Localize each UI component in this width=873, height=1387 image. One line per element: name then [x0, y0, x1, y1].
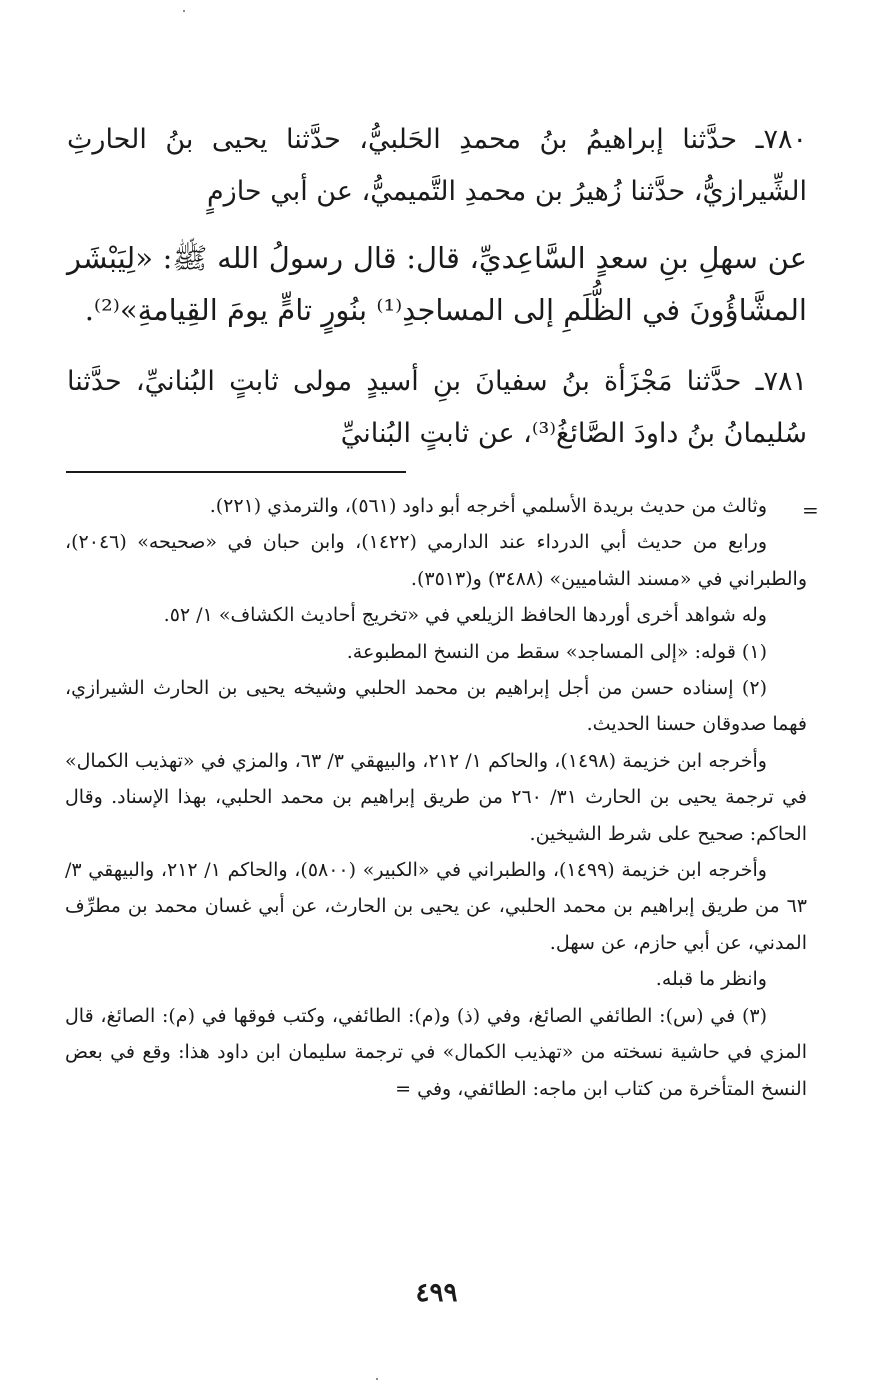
footnote-2: (٢) إسناده حسن من أجل إبراهيم بن محمد الحلبي وشيخه يحيى بن الحارث الشيرازي، فهما صدوقان حسنا الحديث. [65, 677, 807, 736]
hadith-781-chain-text: ٧٨١ـ حدَّثنا مَجْزَأة بنُ سفيانَ بنِ أسيدٍ مولى ثابتٍ البُنانيِّ، حدَّثنا سُليمانُ بنُ داودَ الصَّائغُ⁽³⁾، عن ثابتٍ البُنانيِّ [67, 366, 807, 449]
footnote-paragraph: وانظر ما قبله. [655, 968, 767, 991]
footnote-paragraph: وأخرجه ابن خزيمة (١٤٩٨)، والحاكم ١/ ٢١٢، والبيهقي ٣/ ٦٣، والمزي في «تهذيب الكمال» في ترجمة يحيى بن الحارث ٣١/ ٢٦٠ من طريق إبراهيم بن محمد الحلبي، بهذا الإسناد. وقال الحاكم: صحيح على شرط الشيخين. [65, 749, 807, 845]
hadith-780-isnad [67, 114, 807, 218]
hadith-780-chain-text: ٧٨٠ـ حدَّثنا إبراهيمُ بنُ محمدِ الحَلبيُّ، حدَّثنا يحيى بنُ الحارثِ الشِّيرازيُّ، حدَّثنا زُهيرُ بن محمدِ التَّميميُّ، عن أبي حازمٍ [67, 124, 807, 207]
hadith-780-body-text: عن سهلِ بنِ سعدٍ السَّاعِديِّ، قال: قال رسولُ الله ﷺ: «لِيَبْشَر المشَّاؤُونَ في الظُّلَمِ إلى المساجدِ⁽¹⁾ بنُورٍ تامٍّ يومَ القِيامةِ»⁽²⁾. [67, 241, 807, 327]
scan-speck [376, 1378, 378, 1380]
footnote-continuation-mark: = [802, 498, 819, 522]
footnote-3: (٣) في (س): الطائفي الصائغ، وفي (ذ) و(م): الطائفي، وكتب فوقها في (م): الصائغ، قال المزي في حاشية نسخته من «تهذيب الكمال» في ترجمة سليمان ابن داود هذا: وقع في بعض النسخ المتأخرة من كتاب ابن ماجه: الطائفي، وفي = [65, 1004, 807, 1100]
hadith-780-matn [67, 232, 807, 336]
footnote-paragraph: وثالث من حديث بريدة الأسلمي أخرجه أبو داود (٥٦١)، والترمذي (٢٢١). [209, 495, 767, 517]
footnotes-section [65, 488, 807, 1107]
footnote-1: (١) قوله: «إلى المساجد» سقط من النسخ المطبوعة. [346, 640, 767, 663]
footnote-paragraph: ورابع من حديث أبي الدرداء عند الدارمي (١٤٢٢)، وابن حبان في «صحيحه» (٢٠٤٦)، والطبراني في «مسند الشاميين» (٣٤٨٨) و(٣٥١٣). [65, 531, 807, 590]
hadith-781-isnad [67, 356, 807, 460]
page-number: ٤٩٩ [415, 1278, 458, 1308]
footnote-paragraph: وله شواهد أخرى أوردها الحافظ الزيلعي في «تخريج أحاديث الكشاف» ١/ ٥٢. [163, 604, 767, 627]
scan-speck [183, 10, 185, 12]
footnote-paragraph: وأخرجه ابن خزيمة (١٤٩٩)، والطبراني في «الكبير» (٥٨٠٠)، والحاكم ١/ ٢١٢، والبيهقي ٣/ ٦٣ من طريق إبراهيم بن محمد الحلبي، عن يحيى بن الحارث، عن أبي غسان محمد بن مطرِّف المدني، عن أبي حازم، عن سهل. [65, 859, 807, 954]
footnote-separator [66, 471, 406, 473]
